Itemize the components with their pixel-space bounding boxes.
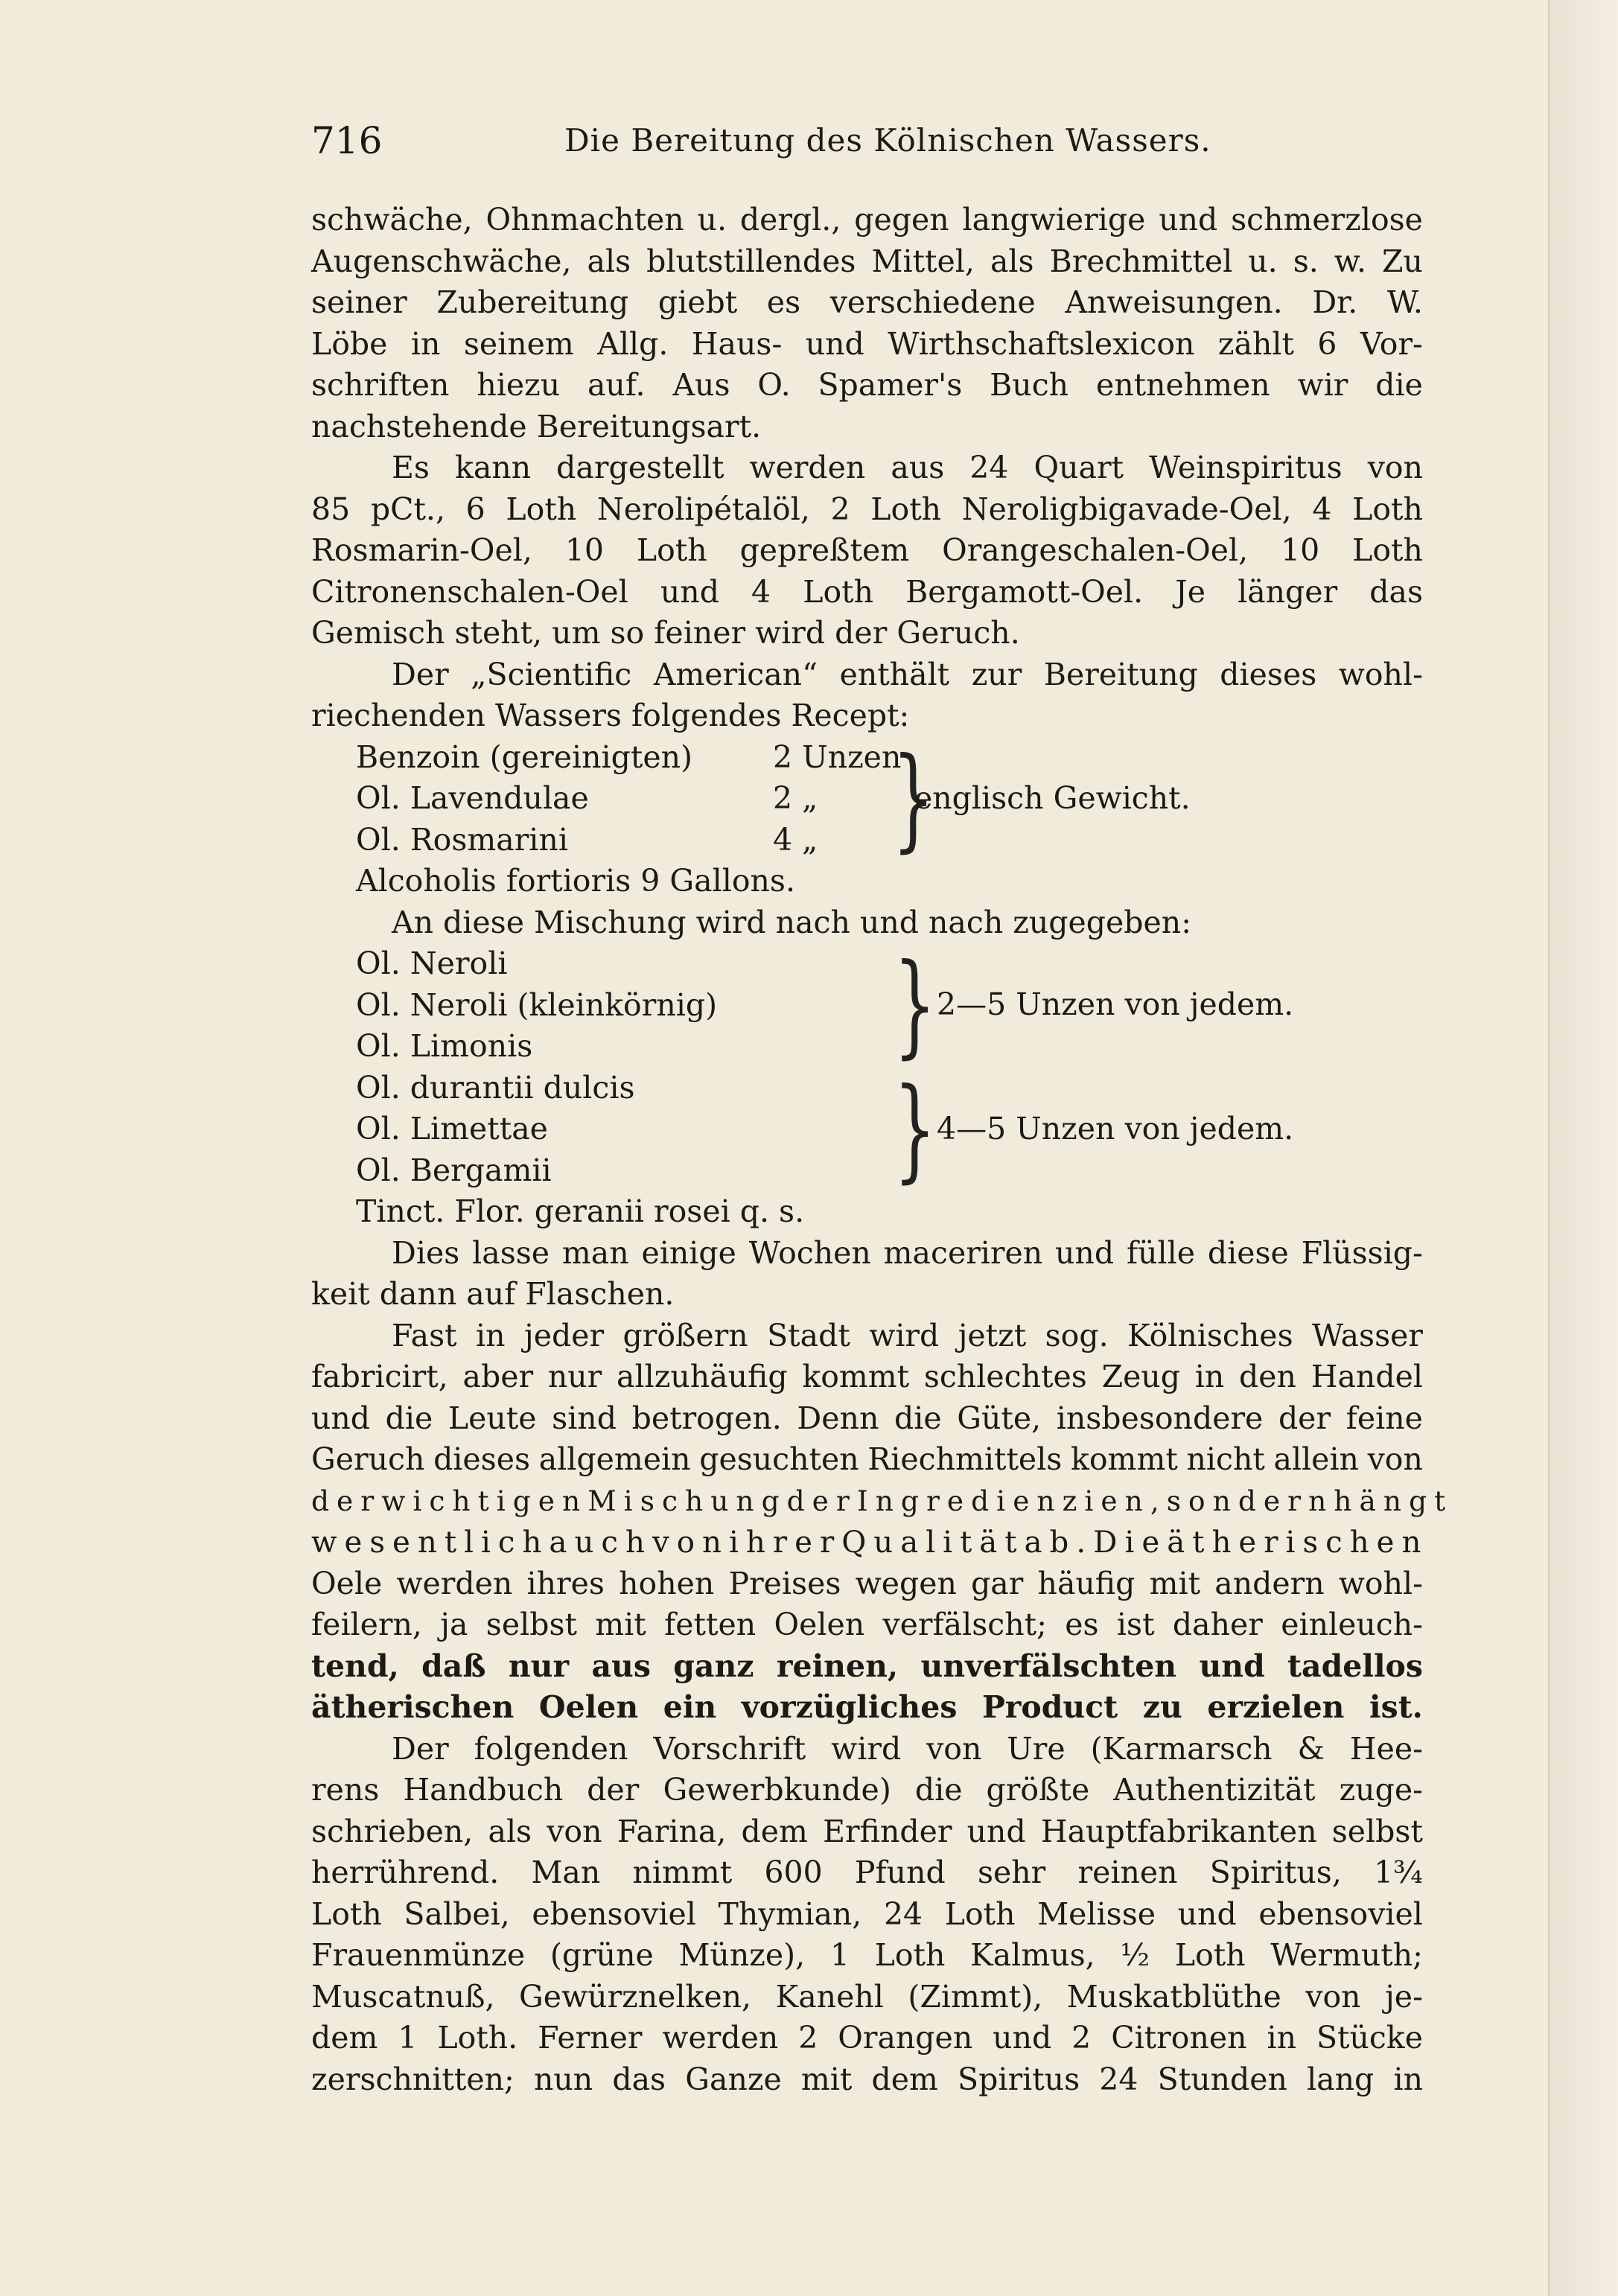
text-line: nachstehende Bereitungsart. <box>311 408 762 444</box>
recipe-line: Tinct. Flor. geranii rosei q. s. <box>356 1193 805 1229</box>
text-line: Gemisch steht, um so feiner wird der Geruch. <box>311 615 1020 651</box>
brace-note: englisch Gewicht. <box>914 779 1191 816</box>
recipe-line <box>311 820 1423 861</box>
curly-brace: } <box>892 733 935 864</box>
recipe-line <box>311 737 1423 779</box>
recipe-line <box>311 778 1423 820</box>
text-line: Der folgenden Vorschrift wird von Ure (Karmarsch & Hee- <box>392 1730 1423 1767</box>
ingredient-qty: 2 Unzen <box>773 739 902 775</box>
ingredient-name: Benzoin (gereinigten) <box>356 739 693 775</box>
text-line: Augenschwäche, als blutstillendes Mittel, als Brechmittel u. s. w. Zu <box>311 243 1423 279</box>
text-line: rens Handbuch der Gewerbkunde) die größte Authentizität zuge- <box>311 1772 1423 1808</box>
brace-note: 4—5 Unzen von jedem. <box>937 1110 1294 1147</box>
text-line: Dies lasse man einige Wochen maceriren und fülle diese Flüssig- <box>392 1234 1423 1271</box>
text-line: An diese Mischung wird nach und nach zugegeben: <box>392 904 1192 940</box>
recipe-line: Ol. durantii dulcis <box>356 1069 635 1106</box>
text-line: wesentlich auch von ihrer Qualität ab. Die ätherischen <box>311 1525 1429 1560</box>
page-header <box>311 119 1428 171</box>
text-line: schwäche, Ohnmachten u. dergl., gegen langwierige und schmerzlose <box>311 202 1423 237</box>
text-line: Frauenmünze (grüne Münze), 1 Loth Kalmus, ½ Loth Wermuth; <box>311 1937 1423 1973</box>
curly-brace: } <box>894 940 937 1070</box>
page-binding <box>1549 0 1618 2296</box>
text-line: Der „Scientific American“ enthält zur Bereitung dieses wohl- <box>392 656 1423 692</box>
ingredient-qty: 2 „ <box>773 780 818 816</box>
text-line: fabricirt, aber nur allzuhäufig kommt schlechtes Zeug in den Handel <box>311 1359 1423 1394</box>
text-line: zerschnitten; nun das Ganze mit dem Spiritus 24 Stunden lang in <box>311 2061 1423 2097</box>
text-line: keit dann auf Flaschen. <box>311 1276 675 1312</box>
brace-note: 2—5 Unzen von jedem. <box>937 986 1294 1022</box>
ingredient-qty: 4 „ <box>773 821 818 858</box>
recipe-block-2b <box>311 1064 1423 1194</box>
text-line: schrieben, als von Farina, dem Erfinder und Hauptfabrikanten selbst <box>311 1813 1423 1849</box>
curly-brace: } <box>894 1064 937 1194</box>
recipe-line: Alcoholis fortioris 9 Gallons. <box>356 863 795 899</box>
text-line: Citronenschalen-Oel und 4 Loth Bergamott-Oel. Je länger das <box>311 573 1423 610</box>
text-line: ätherischen Oelen ein vorzügliches Product zu erzielen ist. <box>311 1689 1423 1725</box>
ingredient-name: Ol. Rosmarini <box>356 821 568 858</box>
text-line: Löbe in seinem Allg. Haus- und Wirthschaftslexicon zählt 6 Vor- <box>311 325 1423 362</box>
text-line: dem 1 Loth. Ferner werden 2 Orangen und 2 Citronen in Stücke <box>311 2020 1423 2056</box>
body-text <box>311 200 1453 2100</box>
recipe-line: Ol. Neroli <box>356 945 508 981</box>
text-line: riechenden Wassers folgendes Recept: <box>311 698 910 733</box>
text-line: 85 pCt., 6 Loth Nerolipétalöl, 2 Loth Neroligbigavade-Oel, 4 Loth <box>311 491 1423 527</box>
recipe-block-1 <box>311 733 1423 864</box>
recipe-block-2a <box>311 940 1423 1070</box>
text-line: Rosmarin-Oel, 10 Loth gepreßtem Orangeschalen-Oel, 10 Loth <box>311 532 1423 568</box>
text-line: Muscatnuß, Gewürznelken, Kanehl (Zimmt), Muskatblüthe von je- <box>311 1978 1423 2015</box>
recipe-line: Ol. Neroli (kleinkörnig) <box>356 986 718 1023</box>
text-line: Fast in jeder größern Stadt wird jetzt sog. Kölnisches Wasser <box>392 1317 1423 1353</box>
ingredient-name: Ol. Lavendulae <box>356 780 589 816</box>
text-line: Es kann dargestellt werden aus 24 Quart Weinspiritus von <box>392 450 1423 485</box>
text-line: seiner Zubereitung giebt es verschiedene Anweisungen. Dr. W. <box>311 284 1423 320</box>
text-line: Loth Salbei, ebensoviel Thymian, 24 Loth Melisse und ebensoviel <box>311 1895 1423 1932</box>
text-line: herrührend. Man nimmt 600 Pfund sehr reinen Spiritus, 1¾ <box>311 1855 1423 1890</box>
recipe-line: Ol. Bergamii <box>356 1152 552 1188</box>
recipe-line: Ol. Limonis <box>356 1028 533 1064</box>
page-number: 716 <box>311 119 383 162</box>
recipe-line: Ol. Limettae <box>356 1111 548 1147</box>
text-line: Oele werden ihres hohen Preises wegen gar häufig mit andern wohl- <box>311 1565 1423 1601</box>
text-line: schriften hiezu auf. Aus O. Spamer's Buch entnehmen wir die <box>311 367 1423 403</box>
running-title: Die Bereitung des Kölnischen Wassers. <box>564 122 1211 159</box>
text-line: und die Leute sind betrogen. Denn die Güte, insbesondere der feine <box>311 1400 1423 1436</box>
text-line: tend, daß nur aus ganz reinen, unverfälschten und tadellos <box>311 1648 1423 1684</box>
text-line: Geruch dieses allgemein gesuchten Riechmittels kommt nicht allein von <box>311 1441 1423 1477</box>
text-line: der wichtigen Mischung der Ingredienzien, sondern hängt <box>311 1484 1453 1517</box>
text-line: feilern, ja selbst mit fetten Oelen verfälscht; es ist daher einleuch- <box>311 1607 1423 1642</box>
